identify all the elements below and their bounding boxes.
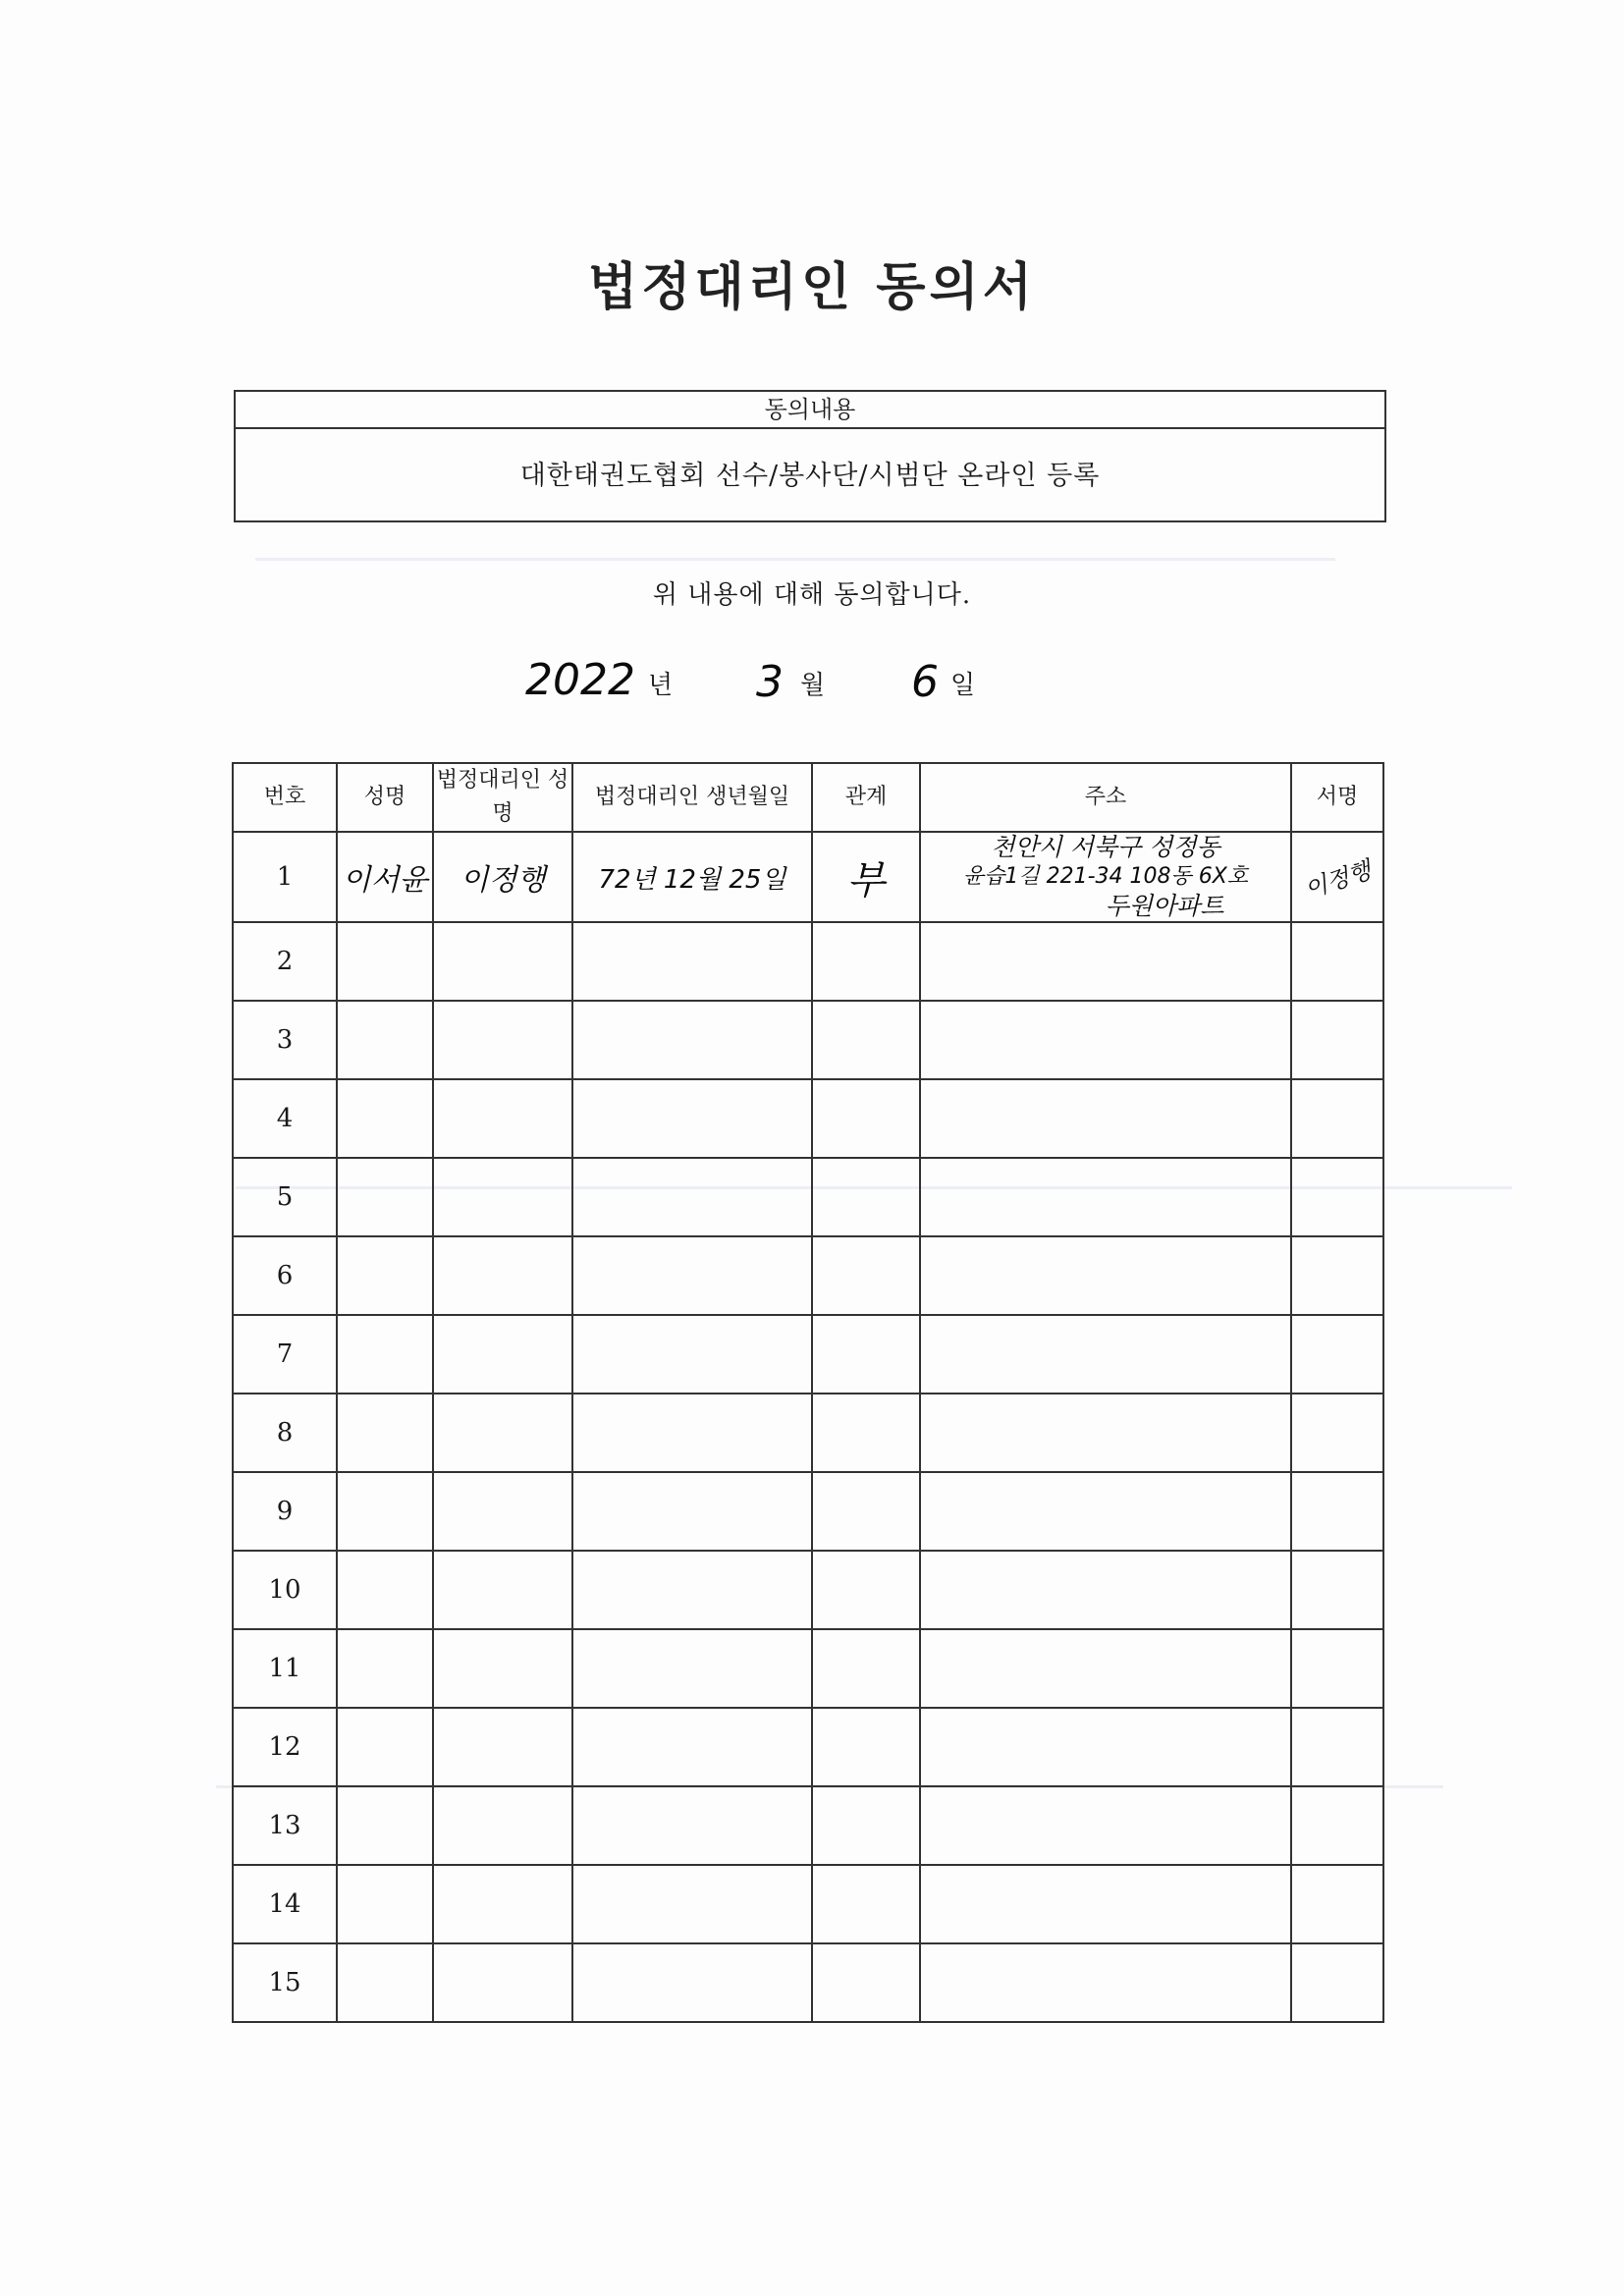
row-signature-cell: [1291, 1629, 1383, 1708]
row-no: 2: [233, 922, 337, 1001]
header-relation: 관계: [812, 763, 920, 832]
row-guardian-birth: [572, 1629, 812, 1708]
row-name: [337, 1001, 433, 1079]
row-relation: [812, 1079, 920, 1158]
row-relation: [812, 1315, 920, 1394]
row-no: 1: [233, 832, 337, 922]
row-signature-cell: [1291, 1865, 1383, 1943]
row-no: 14: [233, 1865, 337, 1943]
row-guardian-name: [433, 1865, 572, 1943]
table-row: [233, 1472, 1383, 1551]
consent-body: 대한태권도협회 선수/봉사단/시범단 온라인 등록: [519, 461, 1101, 491]
row-guardian-name: [433, 1786, 572, 1865]
table-row: [233, 1943, 1383, 2022]
row-no: 10: [233, 1551, 337, 1629]
row-address: [920, 1315, 1291, 1394]
row-guardian-birth: [572, 1001, 812, 1079]
row-signature-cell: [1291, 1551, 1383, 1629]
row-signature-cell: [1291, 1158, 1383, 1236]
row-relation: [812, 1551, 920, 1629]
row-address: [920, 1708, 1291, 1786]
row-guardian-birth: [572, 1943, 812, 2022]
row-relation: [812, 1001, 920, 1079]
date-month-value: 3: [756, 657, 784, 707]
row-guardian-birth: [572, 1079, 812, 1158]
row-no: 9: [233, 1472, 337, 1551]
header-signature: 서명: [1291, 763, 1383, 832]
row-guardian-birth: [572, 1315, 812, 1394]
row-address: [920, 1472, 1291, 1551]
row-address: [920, 1158, 1291, 1236]
row-address: [920, 832, 1291, 922]
row-no: 8: [233, 1394, 337, 1472]
scan-artifact: [255, 558, 1335, 561]
row-guardian-birth: [572, 1708, 812, 1786]
row-relation: [812, 1472, 920, 1551]
address-line-1: 천안시 서북구 성정동: [991, 833, 1220, 861]
document-title: 법정대리인 동의서: [588, 257, 1036, 317]
address-line-3: 두원아파트: [1105, 892, 1224, 920]
header-guardian-birth: 법정대리인 생년월일: [572, 763, 812, 832]
row-address: [920, 922, 1291, 1001]
row-name: [337, 1786, 433, 1865]
table-header-row: [233, 763, 1383, 832]
row-no: 6: [233, 1236, 337, 1315]
row-address: [920, 1551, 1291, 1629]
row-address: [920, 1865, 1291, 1943]
date-day-label: 일: [950, 671, 976, 700]
row-address: [920, 1629, 1291, 1708]
date-month-label: 월: [800, 671, 826, 700]
date-row: [0, 643, 1624, 722]
row-relation: [812, 1629, 920, 1708]
row-relation: [812, 1236, 920, 1315]
table-row: [233, 922, 1383, 1001]
row-relation: [812, 1943, 920, 2022]
row-guardian-birth: [572, 922, 812, 1001]
consent-box: [234, 390, 1386, 522]
row-guardian-name: [433, 1943, 572, 2022]
row-guardian-name: [433, 922, 572, 1001]
row-no: 4: [233, 1079, 337, 1158]
row-name: [337, 1551, 433, 1629]
table-row: [233, 832, 1383, 922]
row-name: [337, 1865, 433, 1943]
header-name: 성명: [337, 763, 433, 832]
row-signature-cell: [1291, 1236, 1383, 1315]
row-address: [920, 1001, 1291, 1079]
row-no: 13: [233, 1786, 337, 1865]
row-guardian-name: [433, 1472, 572, 1551]
row-address: [920, 1786, 1291, 1865]
row-address: [920, 1236, 1291, 1315]
row-no: 7: [233, 1315, 337, 1394]
header-address: 주소: [920, 763, 1291, 832]
row-signature-cell: [1291, 922, 1383, 1001]
consent-header: 동의내용: [236, 392, 1384, 429]
row-guardian-name: [433, 1158, 572, 1236]
row-no: 12: [233, 1708, 337, 1786]
row-guardian-name: [433, 1236, 572, 1315]
row-name: [337, 1394, 433, 1472]
table-row: [233, 1865, 1383, 1943]
row-guardian-birth: [572, 1786, 812, 1865]
guardian-table: [232, 762, 1384, 2023]
row-name: [337, 1629, 433, 1708]
row-signature-cell: [1291, 1708, 1383, 1786]
row-signature-cell: [1291, 1943, 1383, 2022]
row-guardian-birth: [572, 1394, 812, 1472]
row-relation: [812, 1786, 920, 1865]
row-signature-cell: [1291, 1001, 1383, 1079]
agree-statement: 위 내용에 대해 동의합니다.: [652, 580, 972, 610]
header-guardian-name: 법정대리인 성명: [433, 763, 572, 832]
row-relation: [812, 1394, 920, 1472]
row-relation: [812, 1158, 920, 1236]
row-guardian-name: 이정행: [433, 832, 572, 922]
row-name: [337, 1236, 433, 1315]
row-guardian-name: [433, 1001, 572, 1079]
row-guardian-name: [433, 1708, 572, 1786]
row-guardian-name: [433, 1315, 572, 1394]
row-address: [920, 1943, 1291, 2022]
row-guardian-name: [433, 1394, 572, 1472]
row-relation: [812, 1865, 920, 1943]
header-no: 번호: [233, 763, 337, 832]
table-row: [233, 1551, 1383, 1629]
row-signature-cell: [1291, 1315, 1383, 1394]
date-year-label: 년: [648, 671, 674, 700]
row-name: [337, 1315, 433, 1394]
row-guardian-birth: 72년 12월 25일: [572, 832, 812, 922]
table-row: [233, 1001, 1383, 1079]
row-name: [337, 922, 433, 1001]
row-address: [920, 1394, 1291, 1472]
row-signature-cell: [1291, 1786, 1383, 1865]
row-no: 11: [233, 1629, 337, 1708]
row-name: [337, 1708, 433, 1786]
row-name: [337, 1079, 433, 1158]
handwritten-signature: [1301, 855, 1376, 903]
table-row: [233, 1629, 1383, 1708]
row-guardian-birth: [572, 1551, 812, 1629]
table-row: [233, 1786, 1383, 1865]
row-name: [337, 1158, 433, 1236]
table-row: [233, 1079, 1383, 1158]
row-signature-cell: [1291, 832, 1383, 922]
row-relation: [812, 922, 920, 1001]
row-name: 이서윤: [337, 832, 433, 922]
row-guardian-birth: [572, 1472, 812, 1551]
row-guardian-name: [433, 1629, 572, 1708]
row-name: [337, 1943, 433, 2022]
row-signature-cell: [1291, 1394, 1383, 1472]
row-no: 15: [233, 1943, 337, 2022]
row-relation: [812, 1708, 920, 1786]
row-guardian-name: [433, 1551, 572, 1629]
date-day-value: 6: [911, 657, 939, 707]
row-guardian-birth: [572, 1158, 812, 1236]
row-guardian-name: [433, 1079, 572, 1158]
row-guardian-birth: [572, 1865, 812, 1943]
signature-text: 이정행: [1301, 855, 1376, 903]
table-row: [233, 1315, 1383, 1394]
row-no: 5: [233, 1158, 337, 1236]
address-line-2: 윤습1길 221-34 108동 6X호: [962, 864, 1249, 889]
row-relation: 부: [812, 832, 920, 922]
row-guardian-birth: [572, 1236, 812, 1315]
row-signature-cell: [1291, 1079, 1383, 1158]
row-name: [337, 1472, 433, 1551]
row-address: [920, 1079, 1291, 1158]
table-row: [233, 1158, 1383, 1236]
table-row: [233, 1236, 1383, 1315]
row-signature-cell: [1291, 1472, 1383, 1551]
table-row: [233, 1394, 1383, 1472]
row-no: 3: [233, 1001, 337, 1079]
table-row: [233, 1708, 1383, 1786]
date-year-value: 2022: [525, 655, 635, 705]
